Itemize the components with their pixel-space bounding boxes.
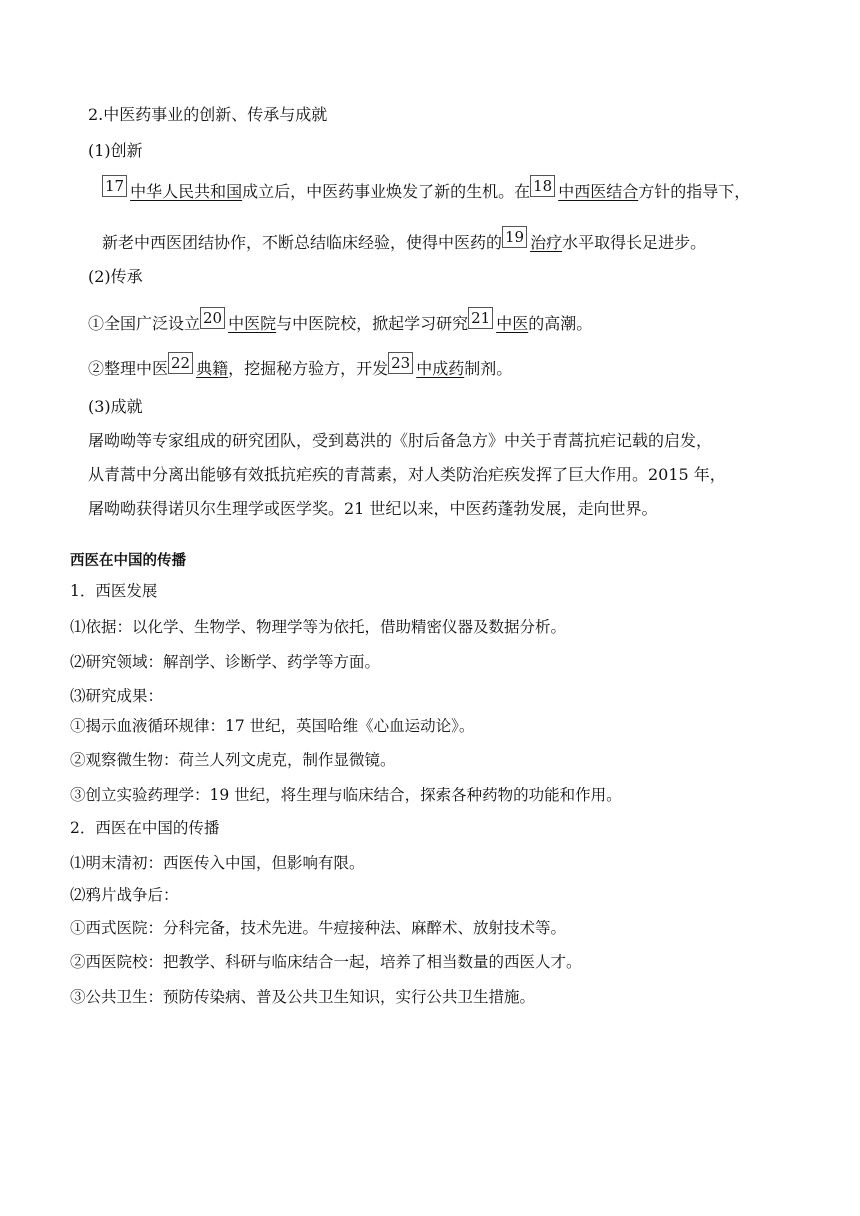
- answer-text: 中医院: [228, 314, 277, 333]
- inheritance-heading: (2)传承: [88, 267, 143, 286]
- list-item: ⑴明末清初：西医传入中国，但影响有限。: [70, 854, 365, 872]
- blank-number: 21: [468, 307, 493, 329]
- achievement-line: 从青蒿中分离出能够有效抵抗疟疾的青蒿素，对人类防治疟疾发挥了巨大作用。2015 年，: [88, 465, 726, 484]
- innovation-line-1: [102, 177, 751, 203]
- list-item: ①西式医院：分科完备，技术先进。牛痘接种法、麻醉术、放射技术等。: [70, 919, 567, 937]
- answer-text: 中华人民共和国: [130, 182, 243, 201]
- achievement-line: 屠呦呦等专家组成的研究团队，受到葛洪的《肘后备急方》中关于青蒿抗疟记载的启发，: [88, 431, 713, 450]
- body-text: 的高潮。: [528, 314, 593, 333]
- list-item: ⑴依据：以化学、生物学、物理学等为依托，借助精密仪器及数据分析。: [70, 618, 567, 636]
- list-item: ⑵鸦片战争后：: [70, 886, 179, 904]
- answer-text: 中西医结合: [558, 182, 639, 201]
- list-item: ①揭示血液循环规律：17 世纪，英国哈维《心血运动论》。: [70, 717, 475, 735]
- blank-number: 19: [502, 226, 527, 248]
- body-text: ，挖掘秘方验方，开发: [228, 359, 389, 378]
- body-text: 成立后，中医药事业焕发了新的生机。在: [242, 182, 531, 201]
- answer-text: 中医: [496, 314, 529, 333]
- inheritance-item-2: [88, 354, 513, 380]
- body-text: 制剂。: [464, 359, 513, 378]
- list-item: ⑶研究成果：: [70, 687, 164, 705]
- body-text: 水平取得长足进步。: [562, 233, 707, 252]
- body-text: 方针的指导下，: [638, 182, 751, 201]
- section-title: 2.中医药事业的创新、传承与成就: [88, 105, 328, 124]
- list-item: ③公共卫生：预防传染病、普及公共卫生知识，实行公共卫生措施。: [70, 988, 536, 1006]
- blank-number: 17: [102, 175, 127, 197]
- innovation-line-2: [102, 228, 707, 254]
- answer-text: 典籍: [196, 359, 229, 378]
- list-item: 1．西医发展: [70, 582, 158, 600]
- inheritance-item-1: [88, 309, 593, 335]
- answer-text: 治疗: [530, 233, 563, 252]
- list-item: ⑵研究领域：解剖学、诊断学、药学等方面。: [70, 653, 381, 671]
- innovation-heading: (1)创新: [88, 141, 143, 160]
- body-text: ②整理中医: [88, 359, 169, 378]
- blank-number: 23: [388, 352, 413, 374]
- list-item: 2．西医在中国的传播: [70, 819, 220, 837]
- blank-number: 22: [168, 352, 193, 374]
- list-item: ②西医院校：把教学、科研与临床结合一起，培养了相当数量的西医人才。: [70, 953, 582, 971]
- blank-number: 18: [530, 175, 555, 197]
- list-item: ②观察微生物：荷兰人列文虎克，制作显微镜。: [70, 751, 396, 769]
- blank-number: 20: [200, 307, 225, 329]
- body-text: ①全国广泛设立: [88, 314, 201, 333]
- section-title: 西医在中国的传播: [70, 553, 186, 569]
- answer-text: 中成药: [416, 359, 465, 378]
- achievement-line: 屠呦呦获得诺贝尔生理学或医学奖。21 世纪以来，中医药蓬勃发展，走向世界。: [88, 499, 658, 518]
- list-item: ③创立实验药理学：19 世纪，将生理与临床结合，探索各种药物的功能和作用。: [70, 786, 622, 804]
- achievement-heading: (3)成就: [88, 397, 143, 416]
- body-text: 新老中西医团结协作，不断总结临床经验，使得中医药的: [102, 233, 503, 252]
- body-text: 与中医院校，掀起学习研究: [276, 314, 469, 333]
